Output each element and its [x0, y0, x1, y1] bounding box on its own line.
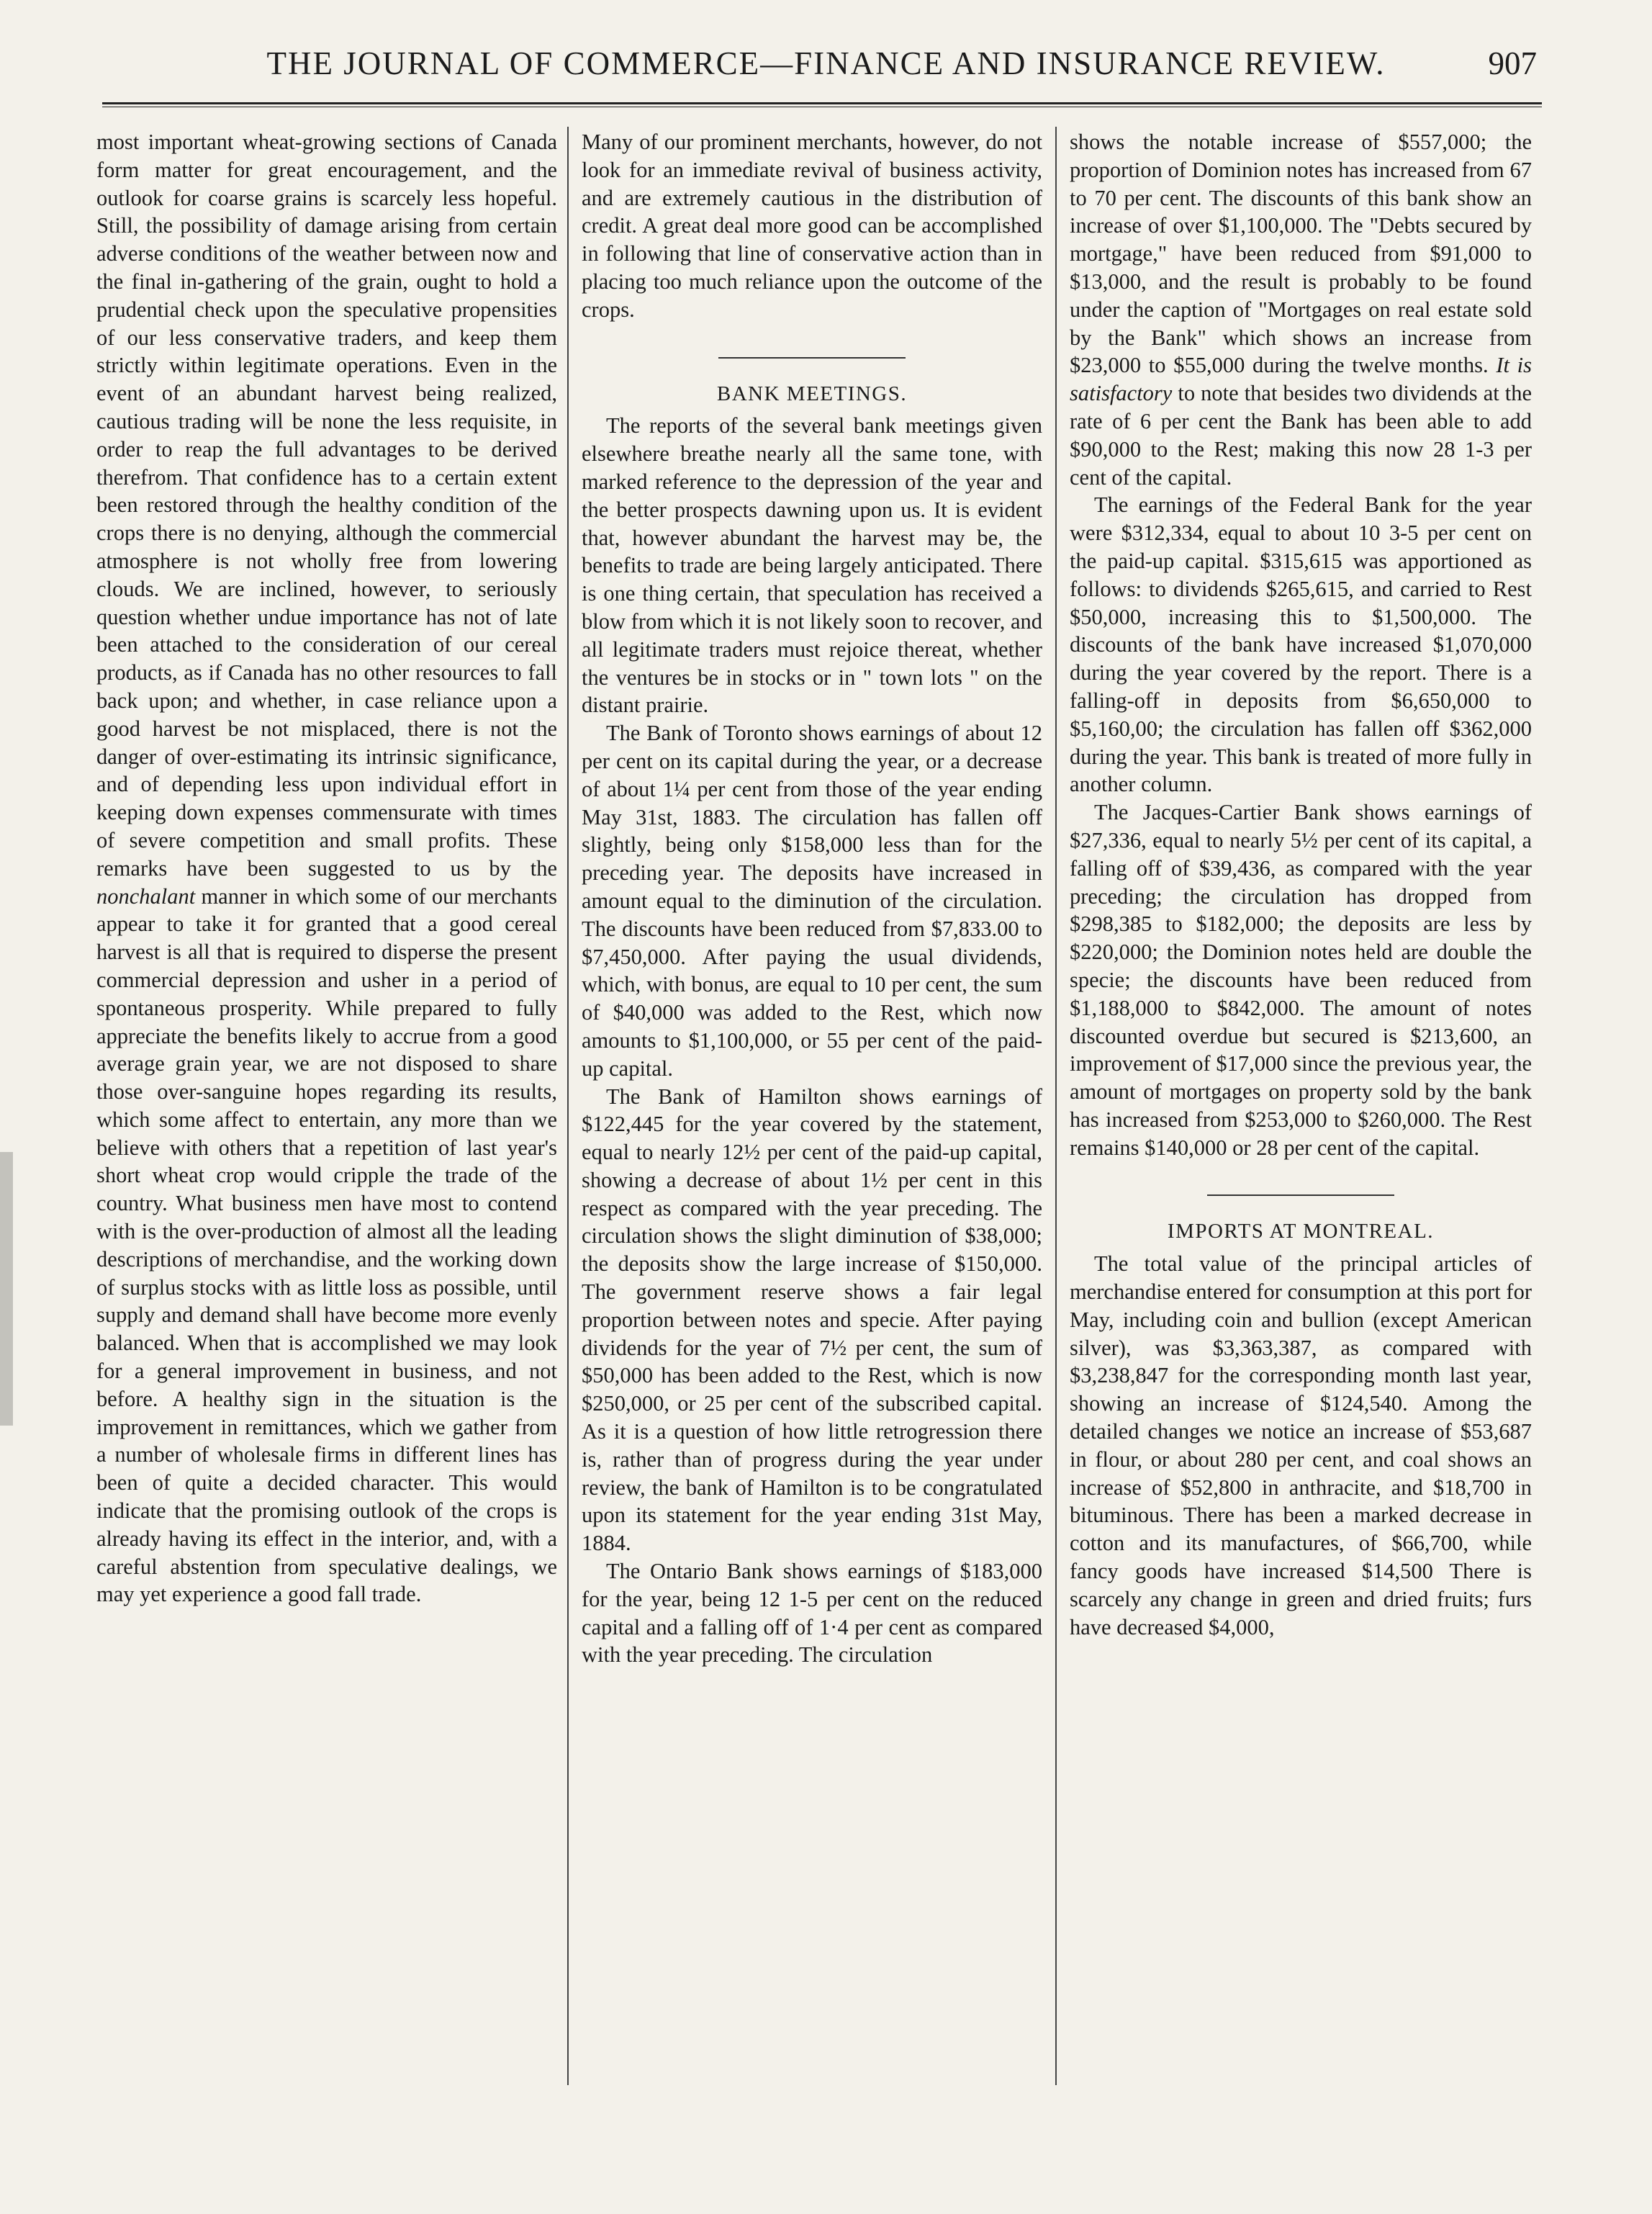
column-divider: [1055, 127, 1057, 2085]
paragraph: The total value of the principal articles of merchandise entered for consumption at this port for May, including coin and bullion (except American silver), was $3,363,387, as compared with $3,238,847 for the corresponding month last year, showing an increase of $124,540. Among the detailed changes we notice an increase of $53,687 in flour, or about 280 per cent, and coal shows an increase of $52,800 in anthracite, and $18,700 in bituminous. There has been a marked decrease in cotton and its manufactures, of $66,700, while fancy goods have increased $14,500 There is scarcely any change in green and dried fruits; furs have decreased $4,000,: [1070, 1251, 1532, 1639]
paragraph: The Bank of Hamilton shows earnings of $122,445 for the year covered by the statement, equal to nearly 12½ per cent of the paid-up capital, showing a decrease of about 1½ per cent in this respect as compared with the year preceding. The circulation shows the slight diminution of $38,000; the deposits show the large increase of $150,000. The government reserve shows a fair legal proportion between notes and specie. After paying dividends for the year of 7½ per cent, the sum of $50,000 has been added to the Rest, which is now $250,000, or 25 per cent of the subscribed capital. As it is a question of how little retrogression there is, rather than of progress during the year under review, the bank of Hamilton is to be congratulated upon its statement for the year ending 31st May, 1884.: [582, 1084, 1042, 1556]
italic-word: nonchalant: [96, 883, 196, 909]
paragraph: [1070, 128, 1532, 491]
column-3: [1070, 128, 1532, 1641]
column-1: [96, 128, 557, 1608]
section-divider: [718, 357, 906, 359]
italic-phrase: It is satisfactory: [1070, 353, 1533, 406]
paragraph: [96, 128, 557, 1608]
paragraph: The earnings of the Federal Bank for the year were $312,334, equal to about 10 3-5 per cent on the paid-up capital. $315,615 was apportioned as follows: to dividends $265,615, and carried to Rest $50,000, increasing this to $1,500,000. The discounts of the bank have increased $1,070,000 during the year covered by the report. There is a falling-off in deposits from $6,650,000 to $5,160,00; the circulation has fallen off $362,000 during the year. This bank is treated of more fully in another column.: [1070, 492, 1532, 797]
section-heading-imports: IMPORTS AT MONTREAL.: [1167, 1220, 1435, 1243]
paragraph-text: to note that besides two dividends at the rate of 6 per cent the Bank has been able to add $90,000 to the Rest; making this now 28 1-3 per cent of the capital.: [1070, 381, 1533, 490]
paragraph: The Ontario Bank shows earnings of $183,000 for the year, being 12 1-5 per cent on the reduced capital and a falling off of 1·4 per cent as compared with the year preceding. The circulation: [582, 1559, 1042, 1668]
paragraph: Many of our prominent merchants, however, do not look for an immediate revival of business activity, and are extremely cautious in the distribution of credit. A great deal more good can be accomplished in following that line of conservative action than in placing too much reliance upon the outcome of the crops.: [582, 130, 1042, 322]
paragraph-text: manner in which some of our merchants appear to take it for granted that a good cereal harvest is all that is required to disperse the present commercial depression and usher in a period of spontaneous prosperity. While prepared to fully appreciate the benefits likely to accrue from a good average grain year, we are not disposed to share those over-sanguine hopes regarding its results, which some affect to entertain, any more than we believe with others that a repetition of last year's short wheat crop would cripple the trade of the country. What business men have most to contend with is the over-production of almost all the leading descriptions of merchandise, and the working down of surplus stocks with as little loss as possible, until supply and demand shall have become more evenly balanced. When that is accomplished we may look for a general improvement in business, and not before. A healthy sign in the situation is the improvement in remittances, which we gather from a number of wholesale firms in different lines has been of quite a decided character. This would indicate that the promising outlook of the crops is already having its effect in the interior, and, with a careful abstention from speculative dealings, we may yet experience a good fall trade.: [96, 883, 558, 1607]
page-header: [0, 45, 1652, 95]
section-heading-bank-meetings: BANK MEETINGS.: [716, 382, 908, 405]
column-2: [582, 128, 1042, 1669]
section-divider: [1207, 1194, 1394, 1196]
paragraph-text: shows the notable increase of $557,000; the proportion of Dominion notes has increased from 67 to 70 per cent. The discounts of this bank show an increase of over $1,100,000. The "Debts secured by mortgage," have been reduced from $91,000 to $13,000, and the result is probably to be found under the caption of "Mortgages on real estate sold by the Bank" which shows an increase from $23,000 to $55,000 during the twelve months.: [1070, 130, 1532, 378]
header-rule: [102, 102, 1542, 107]
page-number: 907: [1488, 45, 1537, 81]
column-divider: [567, 127, 569, 2085]
paragraph: The Jacques-Cartier Bank shows earnings of $27,336, equal to nearly 5½ per cent of its capital, a falling off of $39,436, as compared with the year preceding; the circulation has dropped from $298,385 to $182,000; the deposits are less by $220,000; the Dominion notes held are double the specie; the discounts have been reduced from $1,188,000 to $842,000. The amount of notes discounted overdue but secured is $213,600, an improvement of $17,000 since the previous year, the amount of mortgages on property sold by the bank has increased from $253,000 to $260,000. The Rest remains $140,000 or 28 per cent of the capital.: [1070, 800, 1532, 1160]
paragraph: The Bank of Toronto shows earnings of about 12 per cent on its capital during the year, or a decrease of about 1¼ per cent from those of the year ending May 31st, 1883. The circulation has fallen off slightly, being only $158,000 less than for the preceding year. The deposits have increased in amount equal to the diminution of the circulation. The discounts have been reduced from $7,833.00 to $7,450,000. After paying the usual dividends, which, with bonus, are equal to 10 per cent, the sum of $40,000 was added to the Rest, which now amounts to $1,100,000, or 55 per cent of the paid-up capital.: [582, 721, 1042, 1081]
paragraph: The reports of the several bank meetings given elsewhere breathe nearly all the same tone, with marked reference to the depression of the year and the better prospects dawning upon us. It is evident that, however abundant the harvest may be, the benefits to trade are being largely anticipated. There is one thing certain, that speculation has received a blow from which it is not likely soon to recover, and all legitimate traders must rejoice thereat, whether the ventures be in stocks or in " town lots " on the distant prairie.: [582, 413, 1043, 718]
paragraph-text: most important wheat-growing sections of Canada form matter for great encouragement, and the outlook for coarse grains is scarcely less hopeful. Still, the possibility of damage arising from certain adverse conditions of the weather between now and the final in-gathering of the grain, ought to hold a prudential check upon the speculative propensities of our less conservative traders, and keep them strictly within legitimate operations. Even in the event of an abundant harvest being realized, cautious trading will be none the less requisite, in order to reap the full advantages to be derived therefrom. That confidence has to a certain extent been restored through the healthy condition of the crops there is no denying, although the commercial atmosphere is not wholly free from lowering clouds. We are inclined, however, to seriously question whether undue importance has not of late been attached to the consideration of our cereal products, as if Canada has no other resources to fall back upon; and whether, in case reliance upon a good harvest be not misplaced, there is not the danger of over-estimating its intrinsic significance, and of depending less upon individual effort in keeping down expenses commensurate with times of severe competition and small profits. These remarks have been suggested to us by the: [96, 130, 557, 881]
binding-shadow: [0, 1152, 13, 1426]
running-title: THE JOURNAL OF COMMERCE—FINANCE AND INSURANCE REVIEW.: [266, 45, 1386, 81]
